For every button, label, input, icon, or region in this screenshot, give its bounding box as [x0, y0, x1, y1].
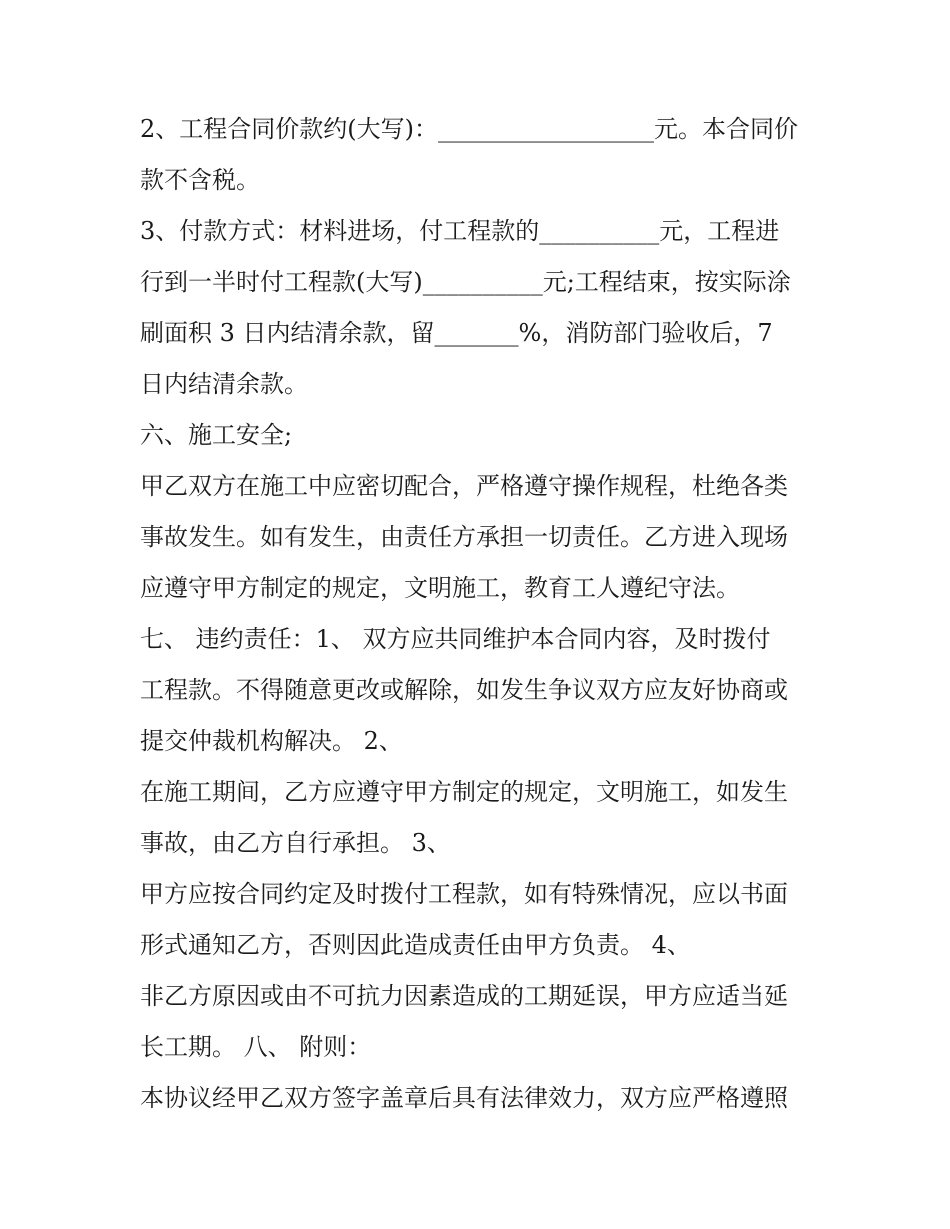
- text-line: 事故发生。如有发生，由责任方承担一切责任。乙方进入现场: [140, 523, 788, 551]
- text-line: 甲乙双方在施工中应密切配合，严格遵守操作规程，杜绝各类: [140, 472, 788, 500]
- section-heading-appendix: 长工期。 八、 附则：: [140, 1033, 372, 1061]
- text-line: 3、付款方式：材料进场，付工程款的__________元，工程进: [140, 217, 780, 245]
- text-line: 款不含税。: [140, 166, 260, 194]
- text-line: 2、工程合同价款约(大写)：__________________元。本合同价: [140, 115, 798, 143]
- text-line: 日内结清余款。: [140, 370, 308, 398]
- section-heading-liability: 七、 违约责任：1、 双方应共同维护本合同内容，及时拨付: [140, 625, 771, 653]
- text-line: 在施工期间，乙方应遵守甲方制定的规定，文明施工，如发生: [140, 778, 788, 806]
- text-line: 形式通知乙方，否则因此造成责任由甲方负责。 4、: [140, 931, 691, 959]
- text-line: 工程款。不得随意更改或解除，如发生争议双方应友好协商或: [140, 676, 788, 704]
- text-line: 行到一半时付工程款(大写)__________元;工程结束，按实际涂: [140, 268, 791, 296]
- text-line: 非乙方原因或由不可抗力因素造成的工期延误，甲方应适当延: [140, 982, 788, 1010]
- section-heading-safety: 六、施工安全;: [140, 421, 293, 449]
- text-line: 本协议经甲乙双方签字盖章后具有法律效力，双方应严格遵照: [140, 1084, 788, 1112]
- text-line: 应遵守甲方制定的规定，文明施工，教育工人遵纪守法。: [140, 574, 740, 602]
- contract-body-text: [140, 104, 820, 1124]
- text-line: 事故，由乙方自行承担。 3、: [140, 829, 451, 857]
- text-line: 刷面积 3 日内结清余款，留_______%，消防部门验收后，7: [140, 319, 773, 347]
- text-line: 甲方应按合同约定及时拨付工程款，如有特殊情况，应以书面: [140, 880, 788, 908]
- text-line: 提交仲裁机构解决。 2、: [140, 727, 403, 755]
